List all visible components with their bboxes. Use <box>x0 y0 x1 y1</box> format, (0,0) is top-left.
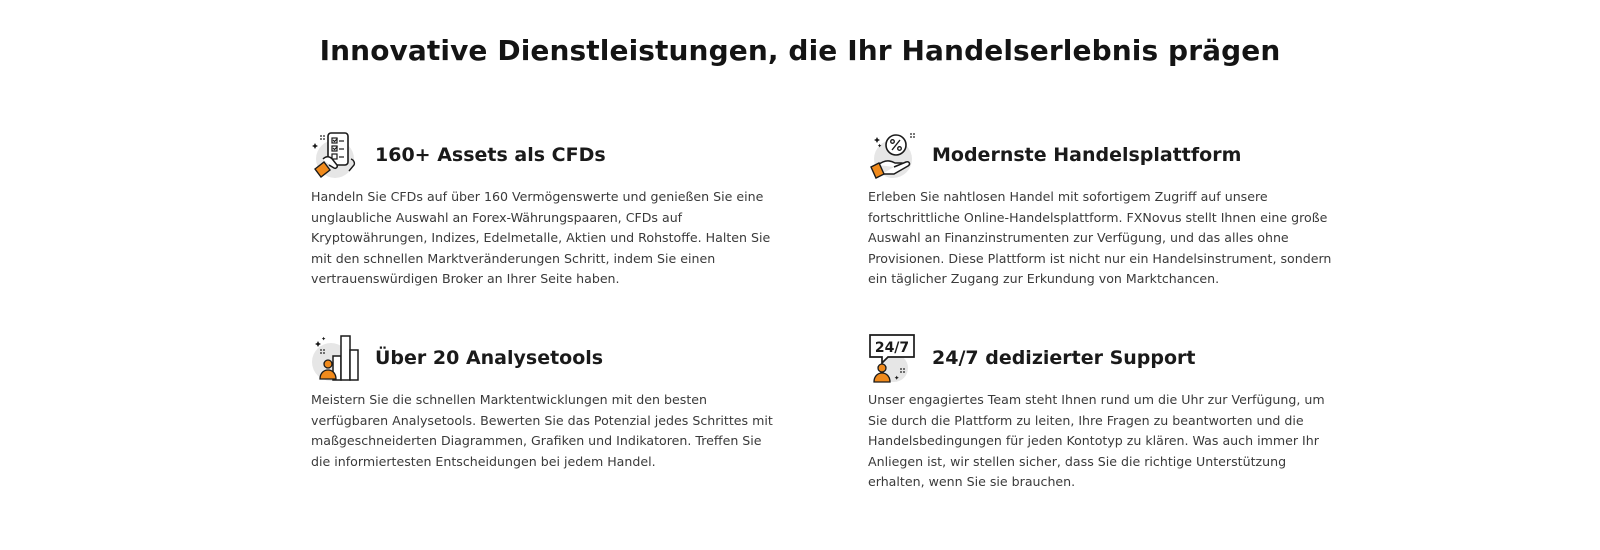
feature-title: 160+ Assets als CFDs <box>375 144 606 166</box>
feature-title: Modernste Handelsplattform <box>932 144 1242 166</box>
svg-text:24/7: 24/7 <box>874 340 910 356</box>
section-title: Innovative Dienstleistungen, die Ihr Handelserlebnis prägen <box>319 34 1281 67</box>
feature-header <box>311 331 781 385</box>
feature-title: 24/7 dedizierter Support <box>932 347 1196 369</box>
feature-assets <box>311 128 781 290</box>
feature-platform <box>868 128 1338 290</box>
phone-checklist-icon <box>311 129 363 181</box>
hand-percent-icon <box>868 129 920 181</box>
feature-header <box>311 128 781 182</box>
feature-title: Über 20 Analysetools <box>375 347 604 369</box>
support-24-7-icon <box>868 332 920 384</box>
feature-support <box>868 331 1338 493</box>
feature-header <box>868 128 1338 182</box>
analytics-bars-icon <box>311 332 363 384</box>
feature-description: Unser engagiertes Team steht Ihnen rund um die Uhr zur Verfügung, um Sie durch die Plattform zu leiten, Ihre Fragen zu beantworten und die Handelsbedingungen für jeden Kontotyp zu klären. Was auch immer Ihr Anliegen ist, wir stellen sicher, dass Sie die richtige Unterstützung erhalten, wenn Sie sie brauchen. <box>868 392 1325 489</box>
feature-analysis-tools <box>311 331 781 472</box>
feature-description: Handeln Sie CFDs auf über 160 Vermögenswerte und genießen Sie eine unglaubliche Auswahl an Forex-Währungspaaren, CFDs auf Kryptowährungen, Indizes, Edelmetalle, Aktien und Rohstoffe. Halten Sie mit den schnellen Marktveränderungen Schritt, indem Sie einen vertrauenswürdigen Broker an Ihrer Seite haben. <box>311 189 771 286</box>
feature-description: Meistern Sie die schnellen Marktentwicklungen mit den besten verfügbaren Analysetools. Bewerten Sie das Potenzial jedes Schrittes mit maßgeschneiderten Diagrammen, Grafiken und Indikatoren. Treffen Sie die informiertesten Entscheidungen bei jedem Handel. <box>311 392 773 469</box>
feature-header <box>868 331 1338 385</box>
feature-description: Erleben Sie nahtlosen Handel mit sofortigem Zugriff auf unsere fortschrittliche Online-Handelsplattform. FXNovus stellt Ihnen eine große Auswahl an Finanzinstrumenten zur Verfügung, und das alles ohne Provisionen. Diese Plattform ist nicht nur ein Handelsinstrument, sondern ein täglicher Zugang zur Erkundung von Marktchancen. <box>868 189 1332 286</box>
